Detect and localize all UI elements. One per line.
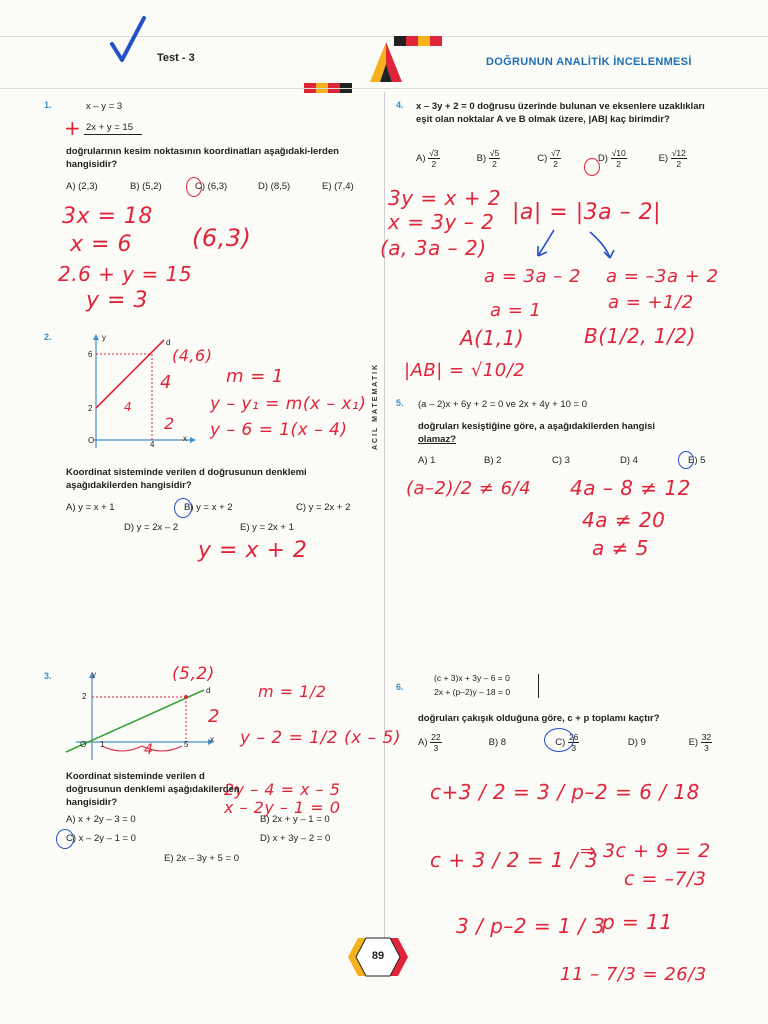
q4-hw-result: |AB| = √10/2	[404, 360, 526, 381]
question-number: 1.	[44, 100, 52, 110]
q2-hw-substitution: y – 6 = 1(x – 4)	[210, 420, 348, 440]
q1-sum-rule	[84, 134, 142, 135]
question-number: 2.	[44, 332, 52, 342]
q4-hw-arrows	[530, 226, 640, 262]
q6-hw-line-1: c+3 / 2 = 3 / p–2 = 6 / 18	[430, 780, 700, 804]
q3-x-tick-5: 5	[184, 740, 189, 749]
q4-stem: x – 3y + 2 = 0 doğrusu üzerinde bulunan ve eksenlere uzaklıkları eşit olan noktalar A ve B olmak üzere, |AB| kaç birimdir?	[416, 101, 705, 125]
q6-hw-line-4: c = –7/3	[624, 868, 707, 890]
q3-line-label: d	[206, 686, 211, 695]
q1-stem: doğrularının kesim noktasının koordinatları aşağıdaki-lerden hangisidir?	[66, 146, 339, 170]
q5-stem: doğruları kesiştiğine göre, a aşağıdakilerden hangisi	[418, 421, 656, 432]
q2-y-tick-6: 6	[88, 350, 93, 359]
question-number: 3.	[44, 671, 52, 681]
q2-stem: Koordinat sisteminde verilen d doğrusunun denklemi aşağıdakilerden hangisidir?	[66, 467, 307, 491]
q4-hw-line-3: (a, 3a – 2)	[380, 236, 487, 260]
question-number: 4.	[396, 100, 404, 110]
q5-hw-line-4: a ≠ 5	[592, 536, 649, 560]
q2-option-d[interactable]: D) y = 2x – 2	[124, 522, 179, 533]
q2-y-tick-2: 2	[88, 404, 93, 413]
q4-hw-line-1: 3y = x + 2	[388, 186, 502, 210]
q1-hw-line-1: 3x = 18	[62, 204, 153, 229]
q2-option-b[interactable]: B) y = x + 2	[184, 502, 233, 513]
q6-hw-line-3: ⇒ 3c + 9 = 2	[580, 840, 711, 862]
q2-hw-slope: m = 1	[226, 366, 285, 387]
q2-line-label: d	[166, 338, 171, 347]
q4-hw-line-6: a = –3a + 2	[606, 266, 719, 287]
q3-hw-rise: 2	[208, 706, 220, 727]
q6-answer-circle	[544, 728, 574, 752]
q2-origin-label: O	[88, 436, 95, 445]
q4-hw-line-2: x = 3y – 2	[388, 210, 495, 234]
header-color-strip-top	[394, 33, 442, 51]
q5-option-b[interactable]: B) 2	[484, 455, 502, 466]
q5-hw-line-1: (a–2)/2 ≠ 6/4	[406, 478, 532, 499]
q2-option-c[interactable]: C) y = 2x + 2	[296, 502, 351, 513]
q3-option-d[interactable]: D) x + 3y – 2 = 0	[260, 833, 331, 844]
question-number: 6.	[396, 682, 404, 692]
q1-equation-1: x – y = 3	[86, 101, 123, 112]
q3-hw-point: (5,2)	[172, 664, 215, 684]
q2-hw-run: 4	[124, 400, 133, 414]
q2-answer-circle	[174, 498, 192, 518]
q2-hw-formula: y – y₁ = m(x – x₁)	[210, 394, 367, 414]
q4-hw-line-9: A(1,1)	[460, 326, 525, 350]
q6-option-d[interactable]: D) 9	[627, 737, 646, 749]
q5-answer-circle	[678, 451, 694, 469]
q1-option-c[interactable]: C) (6,3)	[195, 181, 228, 192]
q2-hw-point: (4,6)	[172, 346, 213, 365]
q1-answer-circle	[186, 177, 202, 197]
q4-hw-line-5: a = 3a – 2	[484, 266, 581, 287]
q2-y-axis-label: y	[102, 333, 106, 342]
q4-option-b[interactable]: B) $\frac{√5}{2}$	[476, 148, 500, 169]
page-title: DOĞRUNUN ANALİTİK İNCELENMESİ	[486, 56, 692, 68]
q5-stem-negation: olamaz?	[418, 434, 457, 445]
q4-hw-line-8: a = +1/2	[608, 292, 694, 313]
q6-option-b[interactable]: B) 8	[488, 737, 507, 749]
header-bottom-rule	[0, 88, 768, 89]
q1-hw-line-2: x = 6	[70, 232, 132, 257]
q6-stem: doğruları çakışık olduğuna göre, c + p toplamı kaçtır?	[418, 713, 660, 724]
q3-y-axis-label: y	[92, 670, 96, 679]
q5-option-e[interactable]: E) 5	[688, 455, 706, 466]
q2-option-a[interactable]: A) y = x + 1	[66, 502, 115, 513]
q1-hw-answer: (6,3)	[192, 224, 252, 252]
q4-answer-circle	[584, 158, 600, 176]
q3-origin-label: O	[80, 740, 87, 749]
q6-option-e[interactable]: E) $\frac{32}{3}$	[688, 732, 712, 753]
q1-equation-2: 2x + y = 15	[86, 122, 134, 133]
q6-option-a[interactable]: A) $\frac{22}{3}$	[418, 732, 441, 753]
q4-option-c[interactable]: C) $\frac{√7}{2}$	[537, 148, 561, 169]
q2-option-e[interactable]: E) y = 2x + 1	[240, 522, 294, 533]
q4-hw-line-4: |a| = |3a – 2|	[512, 200, 662, 225]
q3-hw-line-2: x – 2y – 1 = 0	[224, 798, 341, 817]
q4-option-a[interactable]: A) $\frac{√3}{2}$	[416, 148, 439, 169]
q3-x-tick-1: 1	[100, 740, 105, 749]
q1-option-d[interactable]: D) (8,5)	[258, 181, 291, 192]
q6-hw-line-5: 3 / p–2 = 1 / 3	[456, 914, 606, 938]
q4-hw-line-10: B(1/2, 1/2)	[584, 324, 696, 348]
q1-option-e[interactable]: E) (7,4)	[322, 181, 354, 192]
q1-option-a[interactable]: A) (2,3)	[66, 181, 98, 192]
q4-option-e[interactable]: E) $\frac{√12}{2}$	[658, 148, 686, 169]
checkmark-icon	[108, 14, 148, 66]
q5-hw-line-3: 4a ≠ 20	[582, 508, 666, 532]
q3-x-axis-label: x	[210, 735, 214, 744]
q3-hw-run: 4	[144, 742, 154, 758]
q3-option-e[interactable]: E) 2x – 3y + 5 = 0	[164, 853, 239, 864]
line-d	[96, 340, 164, 408]
question-number: 5.	[396, 398, 404, 408]
q2-hw-two: 2	[164, 414, 175, 433]
q6-brace	[534, 674, 539, 698]
q4-option-d[interactable]: D) $\frac{√10}{2}$	[597, 148, 626, 169]
q1-hw-line-4: y = 3	[86, 288, 148, 313]
q4-options	[416, 148, 717, 169]
q3-y-tick-2: 2	[82, 692, 87, 701]
q5-equations: (a – 2)x + 6y + 2 = 0 ve 2x + 4y + 10 = 0	[418, 399, 587, 410]
header-color-strip-bottom	[304, 80, 352, 98]
test-label: Test - 3	[157, 52, 195, 64]
q2-hw-answer: y = x + 2	[198, 538, 308, 563]
q2-x-axis-label: x	[183, 434, 187, 443]
q1-hw-plus: +	[64, 116, 82, 140]
page-number: 89	[371, 950, 385, 962]
q5-hw-line-2: 4a – 8 ≠ 12	[570, 476, 691, 500]
q5-option-d[interactable]: D) 4	[620, 455, 638, 466]
q1-option-b[interactable]: B) (5,2)	[130, 181, 162, 192]
q3-graph	[62, 670, 222, 766]
q3-option-b[interactable]: B) 2x + y – 1 = 0	[260, 814, 330, 825]
q5-option-c[interactable]: C) 3	[552, 455, 570, 466]
q2-x-tick-4: 4	[150, 440, 155, 449]
q3-hw-line-1: 2y – 4 = x – 5	[224, 780, 341, 799]
q4-hw-line-7: a = 1	[490, 300, 542, 321]
q3-hw-slope: m = 1/2	[258, 682, 327, 701]
q6-hw-line-2: c + 3 / 2 = 1 / 3	[430, 848, 599, 872]
q2-hw-rise: 4	[160, 372, 172, 393]
q1-hw-line-3: 2.6 + y = 15	[58, 262, 193, 286]
q5-option-a[interactable]: A) 1	[418, 455, 436, 466]
q3-answer-circle	[56, 829, 74, 849]
q3-hw-formula: y – 2 = 1/2 (x – 5)	[240, 728, 401, 748]
column-divider	[384, 92, 385, 952]
q3-option-c[interactable]: C) x – 2y – 1 = 0	[66, 833, 136, 844]
q6-hw-line-6: p = 11	[602, 910, 673, 934]
q6-option-c[interactable]: C) $\frac{26}{3}$	[555, 732, 579, 753]
q6-options	[418, 732, 747, 753]
q3-stem: Koordinat sisteminde verilen d doğrusunun denklemi aşağıdakilerden hangisidir?	[66, 771, 240, 808]
q3-option-a[interactable]: A) x + 2y – 3 = 0	[66, 814, 136, 825]
q6-equation-1: (c + 3)x + 3y – 6 = 0	[434, 673, 510, 683]
q6-hw-line-7: 11 – 7/3 = 26/3	[560, 964, 707, 985]
side-brand: ACIL MATEMATIK	[372, 362, 379, 450]
q6-equation-2: 2x + (p–2)y – 18 = 0	[434, 687, 511, 697]
